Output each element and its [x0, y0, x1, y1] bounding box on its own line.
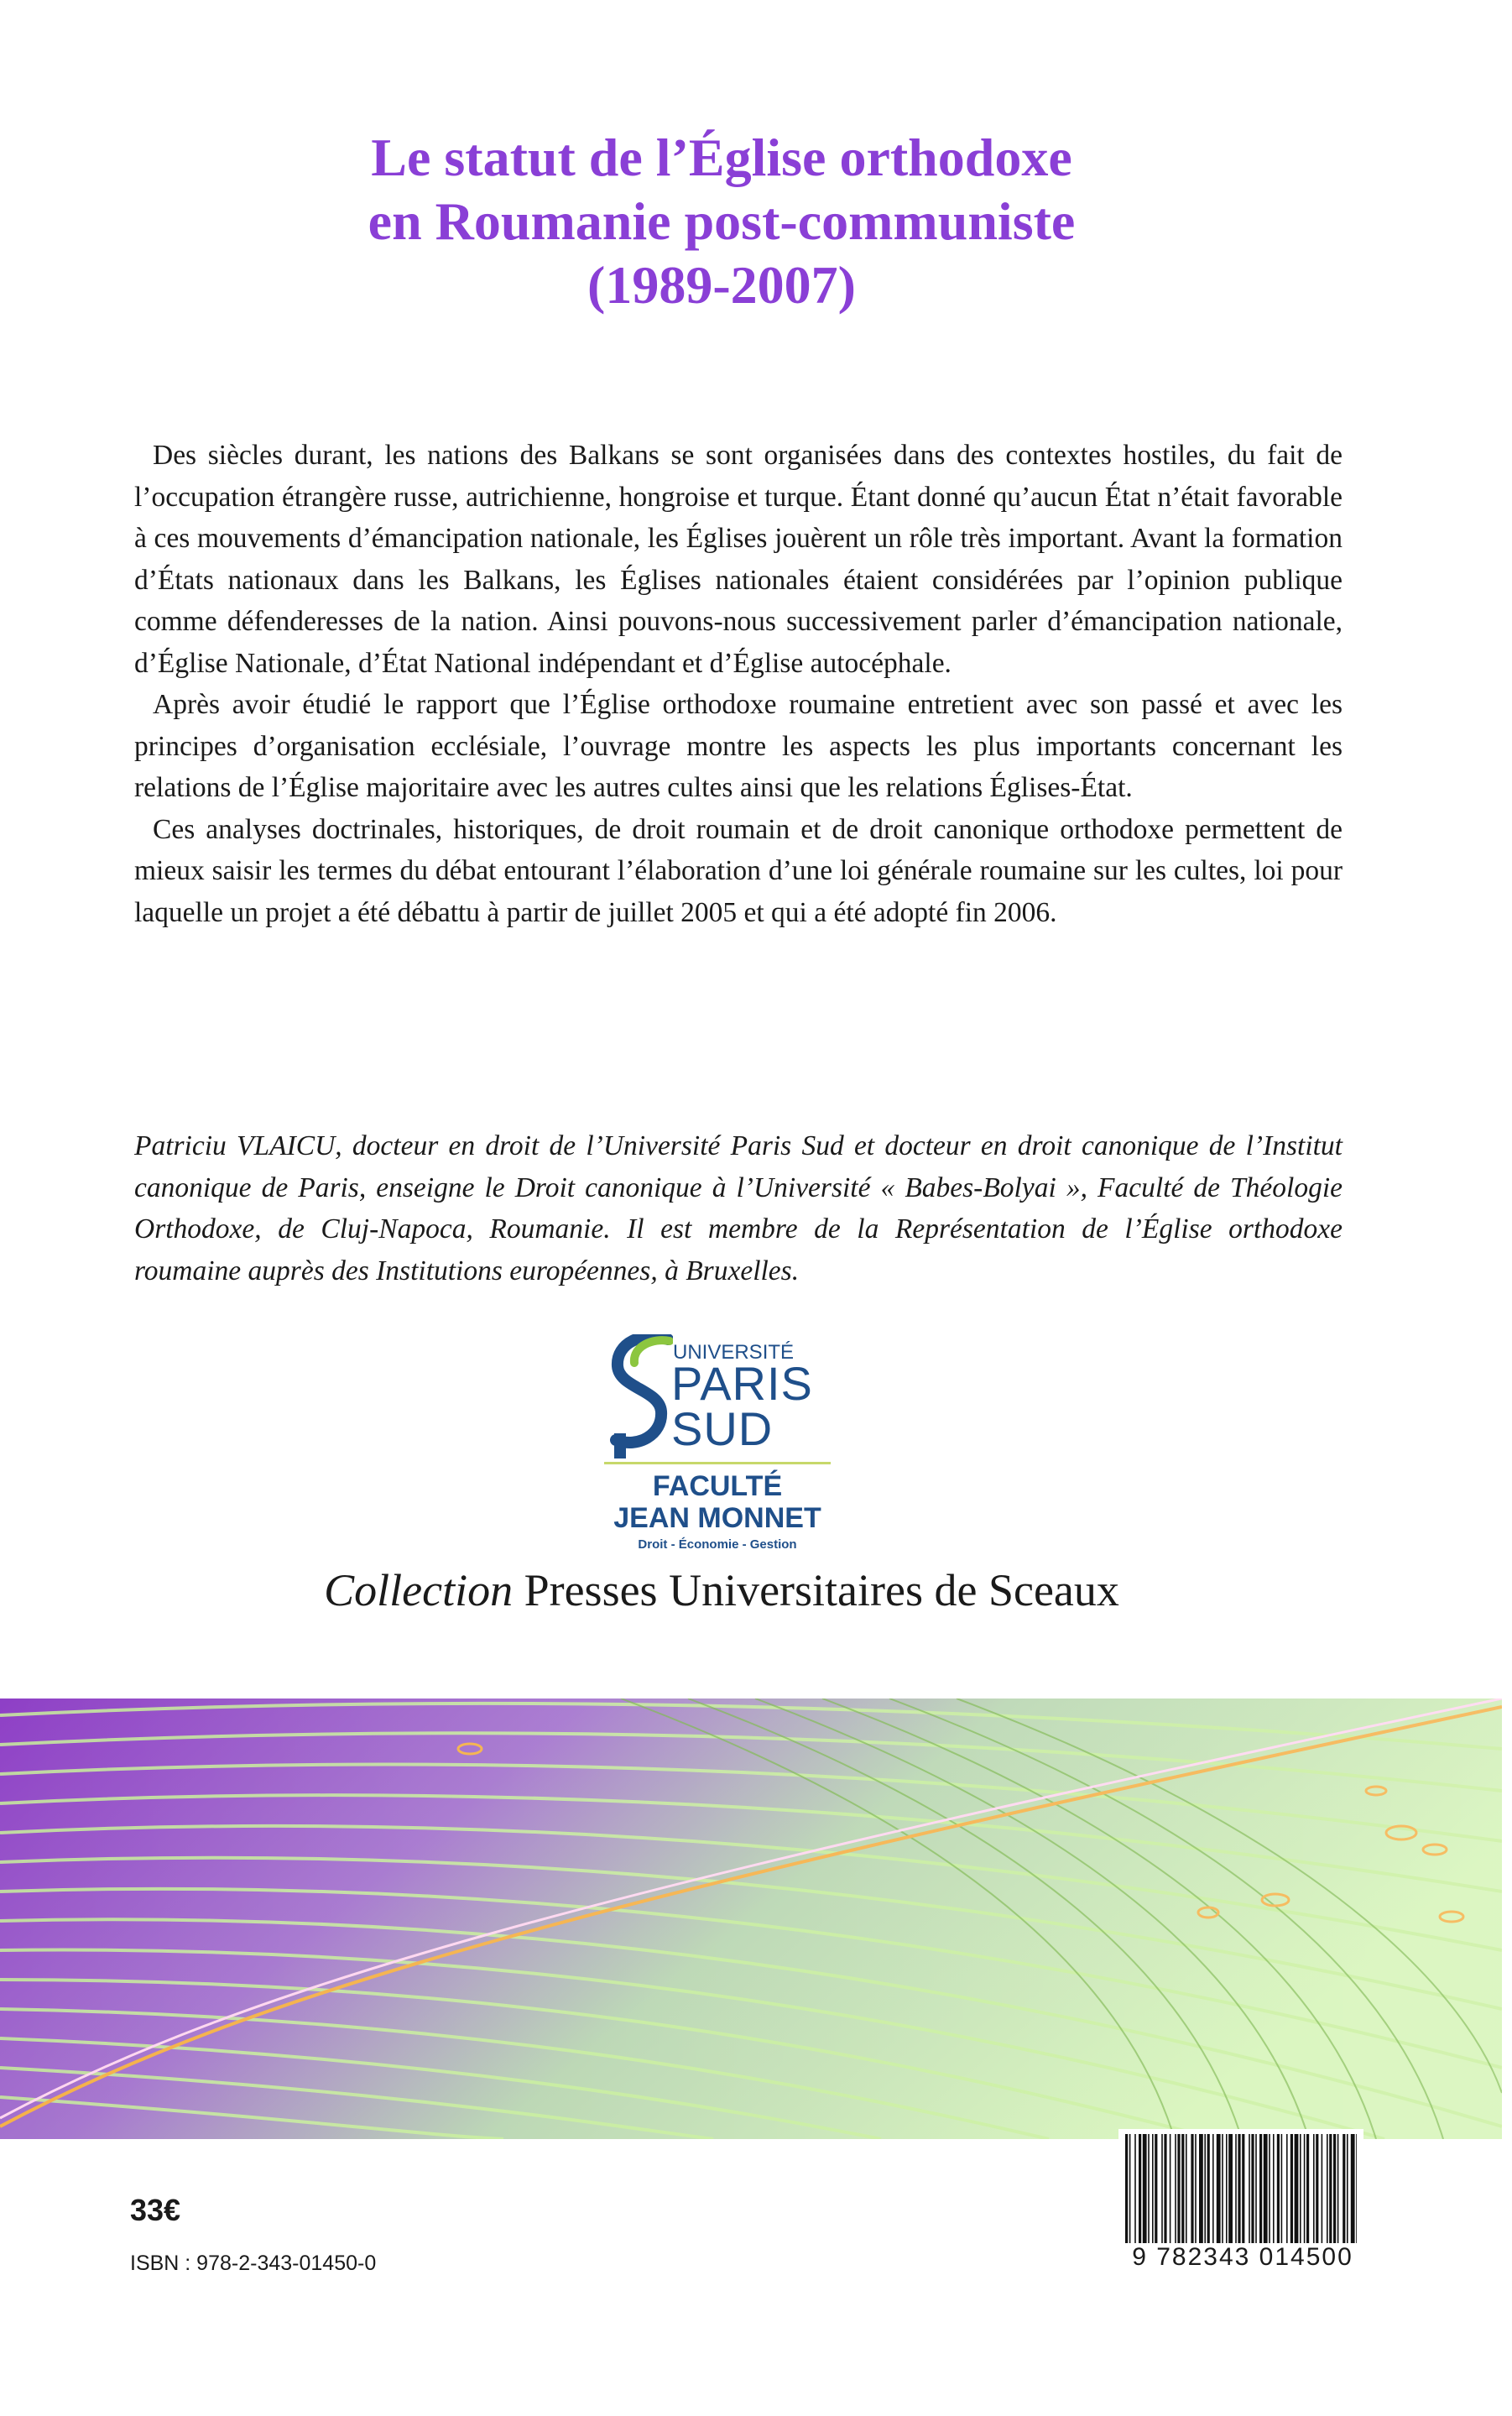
barcode-bar [1300, 2134, 1301, 2243]
barcode-bars [1125, 2134, 1357, 2243]
book-title [0, 126, 1443, 317]
blurb-paragraph-2: Après avoir étudié le rapport que l’Église orthodoxe roumaine entretient avec son passé et avec les principes d’organisation ecclésiale, l’ouvrage montre les aspects les plus importants concernant les relations de l’Église majoritaire avec les autres cultes ainsi que les relations Églises-État. [134, 689, 1343, 803]
logo-divider [604, 1462, 831, 1464]
barcode-bar [1273, 2134, 1275, 2243]
logo-universite: UNIVERSITÉ [673, 1341, 795, 1364]
cover-artwork [0, 1699, 1502, 2139]
barcode-number: 9 782343 014500 [1132, 2243, 1353, 2271]
barcode-bar [1242, 2134, 1244, 2243]
isbn: ISBN : 978-2-343-01450-0 [130, 2252, 377, 2275]
barcode-bar [1207, 2134, 1210, 2243]
blurb-paragraph-3: Ces analyses doctrinales, historiques, de droit roumain et de droit canonique orthodoxe permettent de mieux saisir les termes du débat entourant l’élaboration d’une loi générale roumaine sur les cultes, loi pour laquelle un projet a été débattu à partir de juillet 2005 et qui a été adopté fin 2006. [134, 813, 1343, 928]
collection-line [0, 1561, 1443, 1620]
barcode-bar [1155, 2134, 1157, 2243]
university-logo [604, 1328, 831, 1561]
barcode-bar [1264, 2134, 1268, 2243]
barcode-bar [1313, 2134, 1315, 2243]
barcode-bar [1186, 2134, 1187, 2243]
barcode-bar [1139, 2134, 1141, 2243]
logo-paris: PARIS [671, 1357, 813, 1410]
barcode-bar [1255, 2134, 1257, 2243]
barcode-bar [1238, 2134, 1240, 2243]
blurb-paragraph-1: Des siècles durant, les nations des Balkans se sont organisées dans des contextes hostiles, du fait de l’occupation étrangère russe, autrichienne, hongroise et turque. Étant donné qu’aucun État n’était favorable à ces mouvements d’émancipation nationale, les Églises jouèrent un rôle très important. Avant la formation d’États nationaux dans les Balkans, les Églises nationales étaient considérées par l’opinion publique comme défenderesses de la nation. Ainsi pouvons-nous successivement parler d’émancipation nationale, d’Église Nationale, d’État National indépendant et d’Église autocéphale. [134, 440, 1343, 679]
blurb [134, 435, 1343, 933]
author-bio: Patriciu VLAICU, docteur en droit de l’Université Paris Sud et docteur en droit canonique de l’Institut canonique de Paris, enseigne le Droit canonique à l’Université « Babes-Bolyai », Faculté de Théologie Orthodoxe, de Cluj-Napoca, Roumanie. Il est membre de la Représentation de l’Église orthodoxe roumaine auprès des Institutions européennes, à Bruxelles. [134, 1130, 1343, 1286]
barcode-bar [1347, 2134, 1348, 2243]
logo-sud: SUD [671, 1402, 774, 1455]
barcode-bar [1226, 2134, 1228, 2243]
barcode-bar [1191, 2134, 1193, 2243]
title-line-2: en Roumanie post-communiste [368, 191, 1076, 251]
barcode-bar [1329, 2134, 1332, 2243]
paris-sud-s-logo-icon [609, 1334, 673, 1460]
barcode-bar [1327, 2134, 1328, 2243]
barcode-bar [1164, 2134, 1166, 2243]
barcode-bar [1125, 2134, 1128, 2243]
barcode-bar [1251, 2134, 1254, 2243]
logo-faculte: FACULTÉ [652, 1470, 783, 1502]
logo-jean-monnet: JEAN MONNET [613, 1502, 821, 1534]
barcode-bar [1217, 2134, 1221, 2243]
barcode-bar [1316, 2134, 1318, 2243]
collection-name: Presses Universitaires de Sceaux [524, 1565, 1119, 1615]
barcode-bar [1143, 2134, 1147, 2243]
barcode-bar [1181, 2134, 1184, 2243]
barcode-bar [1351, 2134, 1355, 2243]
barcode-bar [1235, 2134, 1237, 2243]
logo-subtitle: Droit - Économie - Gestion [638, 1537, 797, 1552]
barcode-bar [1322, 2134, 1323, 2243]
barcode-bar [1281, 2134, 1283, 2243]
barcode-bar [1306, 2134, 1309, 2243]
barcode-bar [1333, 2134, 1336, 2243]
barcode-bar [1204, 2134, 1206, 2243]
barcode-bar [1222, 2134, 1223, 2243]
barcode-bar [1277, 2134, 1280, 2243]
barcode-bar [1148, 2134, 1150, 2243]
barcode-bar [1259, 2134, 1262, 2243]
barcode-bar [1134, 2134, 1136, 2243]
barcode-bar [1356, 2134, 1357, 2243]
barcode-bar [1212, 2134, 1214, 2243]
barcode-bar [1152, 2134, 1154, 2243]
barcode-bar [1337, 2134, 1339, 2243]
barcode [1118, 2129, 1363, 2280]
barcode-bar [1286, 2134, 1288, 2243]
barcode-bar [1170, 2134, 1171, 2243]
title-line-1: Le statut de l’Église orthodoxe [371, 128, 1072, 187]
barcode-bar [1304, 2134, 1306, 2243]
artwork-overlay [0, 1699, 1502, 2139]
barcode-bar [1175, 2134, 1176, 2243]
title-line-3: (1989-2007) [587, 255, 856, 315]
barcode-bar [1269, 2134, 1270, 2243]
barcode-bar [1295, 2134, 1299, 2243]
barcode-bar [1228, 2134, 1233, 2243]
barcode-bar [1290, 2134, 1293, 2243]
barcode-bar [1161, 2134, 1163, 2243]
barcode-bar [1199, 2134, 1203, 2243]
price: 33€ [130, 2193, 181, 2227]
barcode-bar [1249, 2134, 1250, 2243]
barcode-bar [1195, 2134, 1197, 2243]
collection-label: Collection [324, 1565, 514, 1615]
barcode-bar [1177, 2134, 1180, 2243]
barcode-bar [1343, 2134, 1345, 2243]
barcode-bar [1129, 2134, 1131, 2243]
